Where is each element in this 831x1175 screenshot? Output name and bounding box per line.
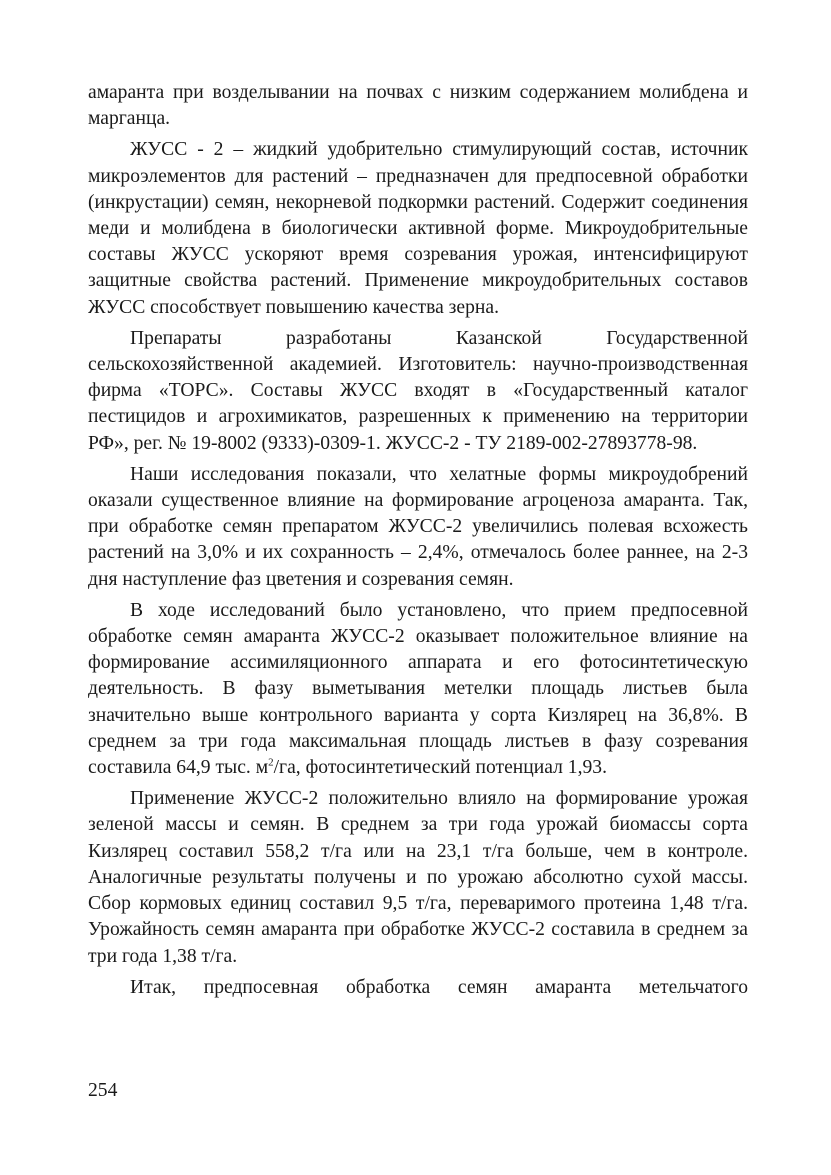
paragraph-leaf-area xyxy=(88,598,748,781)
paragraph-zhuss-description: ЖУСС - 2 – жидкий удобрительно стимулирующий состав, источник микроэлементов для растений – предназначен для предпосевной обработки (инкрустации) семян, некорневой подкормки растений. Содержит соединения меди и молибдена в биологически активной форме. Микроудобрительные составы ЖУСС ускоряют время созревания урожая, интенсифицируют защитные свойства растений. Применение микроудобрительных составов ЖУСС способствует повышению качества зерна. xyxy=(88,139,748,318)
page-number: 254 xyxy=(88,1080,118,1101)
body-text xyxy=(88,80,748,1006)
paragraph-continuation: амаранта при возделывании на почвах с низким содержанием молибдена и марганца. xyxy=(88,82,748,130)
superscript-squared: 2 xyxy=(268,756,274,769)
paragraph-conclusion-start: Итак, предпосевная обработка семян амаранта метельчатого xyxy=(130,976,748,998)
leaf-area-text-end: /га, фотосинтетический потенциал 1,93. xyxy=(273,757,607,779)
paragraph-research-results: Наши исследования показали, что хелатные формы микроудобрений оказали существенное влияние на формирование агроценоза амаранта. Так, при обработке семян препаратом ЖУСС-2 увеличились полевая всхожесть растений на 3,0% и их сохранность – 2,4%, отмечалось более раннее, на 2-3 дня наступление фаз цветения и созревания семян. xyxy=(88,463,748,590)
paragraph-yield: Применение ЖУСС-2 положительно влияло на формирование урожая зеленой массы и семян. В среднем за три года урожай биомассы сорта Кизлярец составил 558,2 т/га или на 23,1 т/га больше, чем в контроле. Аналогичные результаты получены и по урожаю абсолютно сухой массы. Сбор кормовых единиц составил 9,5 т/га, переваримого протеина 1,48 т/га. Урожайность семян амаранта при обработке ЖУСС-2 составила в среднем за три года 1,38 т/га. xyxy=(88,788,748,967)
paragraph-manufacturer: Препараты разработаны Казанской Государственной сельскохозяйственной академией. Изготовитель: научно-производственная фирма «ТОРС». Составы ЖУСС входят в «Государственный каталог пестицидов и агрохимикатов, разрешенных к применению на территории РФ», рег. № 19-8002 (9333)-0309-1. ЖУСС-2 - ТУ 2189-002-27893778-98. xyxy=(88,327,748,454)
leaf-area-text: В ходе исследований было установлено, что прием предпосевной обработке семян амаранта ЖУСС-2 оказывает положительное влияние на формирование ассимиляционного аппарата и его фотосинтетическую деятельность. В фазу выметывания метелки площадь листьев была значительно выше контрольного варианта у сорта Кизлярец на 36,8%. В среднем за три года максимальная площадь листьев в фазу созревания составила 64,9 тыс. м xyxy=(88,599,748,779)
